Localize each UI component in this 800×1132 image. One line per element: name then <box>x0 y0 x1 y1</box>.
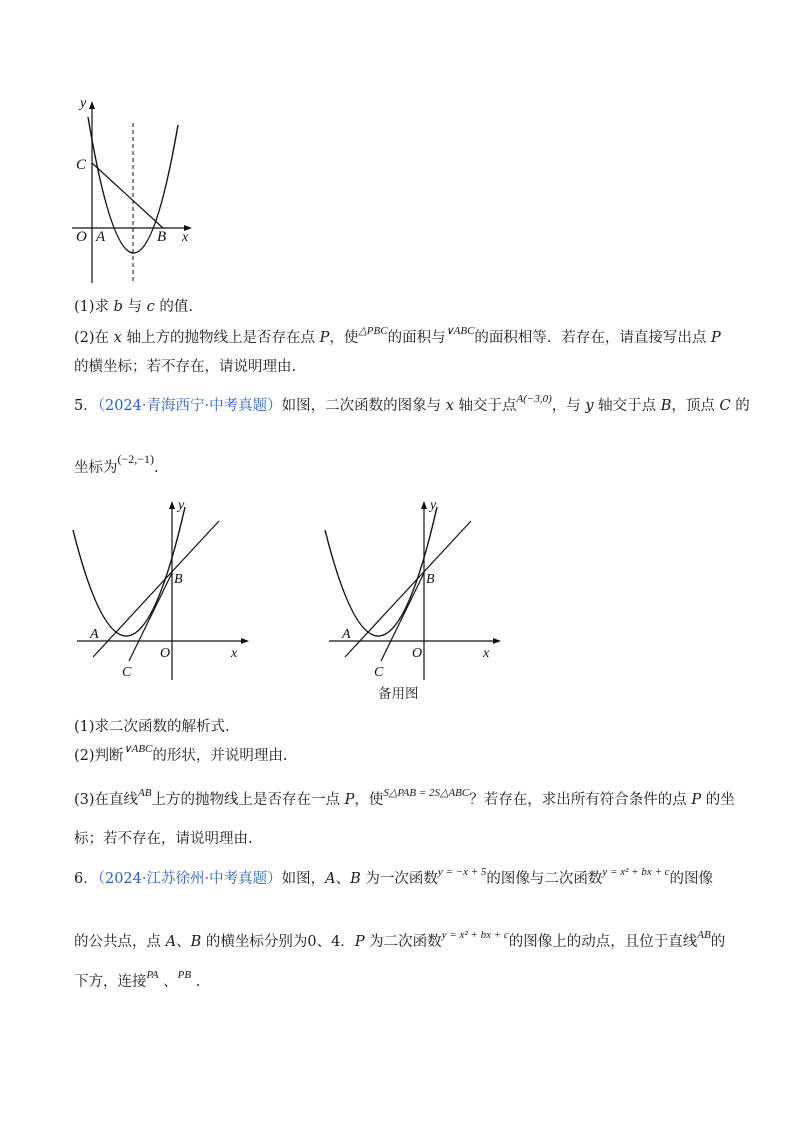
label-a: A <box>96 229 106 245</box>
label-c: C <box>122 665 132 680</box>
label-b: B <box>157 229 167 245</box>
q5-part2: (2)判断$^{\vee ABC}$的形状，并说明理由. <box>74 743 288 764</box>
label-a: A <box>342 627 351 642</box>
segment-cb <box>92 163 163 228</box>
q6-stem-line2: 的公共点，点 A、B 的横坐标分别为0、4．P 为二次函数$^{y = x^2 + bx + c}$的图像上的动点，且位于直线$^{AB}$的 <box>74 929 726 950</box>
y-axis-arrow <box>421 501 427 509</box>
label-y: y <box>178 498 185 513</box>
q5-part1: (1)求二次函数的解析式. <box>74 719 230 735</box>
label-y: y <box>430 498 437 513</box>
label-a: A <box>90 627 99 642</box>
q5-stem: 5．（2024·青海西宁·中考真题）如图，二次函数的图象与 x 轴交于点$^{A(-3,0)}$，与 y 轴交于点 B，顶点 C 的 <box>74 393 750 414</box>
label-x: x <box>231 646 238 661</box>
y-axis-arrow <box>169 501 175 509</box>
q6-stem-line3: 下方，连接$^{PA}$ 、$^{PB}$ . <box>74 969 201 990</box>
label-o: O <box>76 229 87 245</box>
x-axis-arrow <box>241 638 249 644</box>
parabola <box>73 507 185 636</box>
x-axis-arrow <box>493 638 501 644</box>
y-axis-arrow <box>89 101 95 109</box>
label-c: C <box>374 665 384 680</box>
line-ab <box>345 521 471 657</box>
label-o: O <box>160 646 171 661</box>
q5-stem-cont: 坐标为$^{(-2,-1)}$. <box>74 452 159 476</box>
label-y: y <box>80 96 87 111</box>
q4-part1: (1)求 b 与 c 的值. <box>74 299 194 315</box>
q5-part3: (3)在直线$^{AB}$上方的抛物线上是否存在一点 P，使$^{S\triangle PAB = 2S\triangle ABC}$？若存在，求出所有符合条件的点 P 的坐 <box>74 787 735 808</box>
q4-part2-cont: 的横坐标；若不存在，请说明理由. <box>74 359 297 375</box>
label-c: C <box>76 157 87 173</box>
parabola <box>325 507 437 636</box>
label-b: B <box>426 572 435 587</box>
q4-part2: (2)在 x 轴上方的抛物线上是否存在点 P，使$^{\triangle PBC}$的面积与$^{\vee ABC}$的面积相等．若存在，请直接写出点 P <box>74 325 721 346</box>
figure-q5-main <box>65 495 255 685</box>
figure-parabola-q4 <box>60 95 200 285</box>
label-x: x <box>483 646 490 661</box>
backup-figure-caption: 备用图 <box>378 686 419 702</box>
q6-stem-line1: 6．（2024·江苏徐州·中考真题）如图，A、B 为一次函数$^{y = -x + 5}$的图像与二次函数$^{y = x^2 + bx + c}$的图像 <box>74 866 714 887</box>
label-b: B <box>174 572 183 587</box>
label-x: x <box>182 230 189 245</box>
label-o: O <box>412 646 423 661</box>
figure-q5-backup <box>317 495 507 685</box>
q6-source-link[interactable]: （2024·江苏徐州·中考真题） <box>97 871 282 887</box>
line-ab <box>93 521 219 657</box>
q5-part3-cont: 标；若不存在，请说明理由. <box>74 831 253 847</box>
q5-source-link[interactable]: （2024·青海西宁·中考真题） <box>97 398 282 414</box>
